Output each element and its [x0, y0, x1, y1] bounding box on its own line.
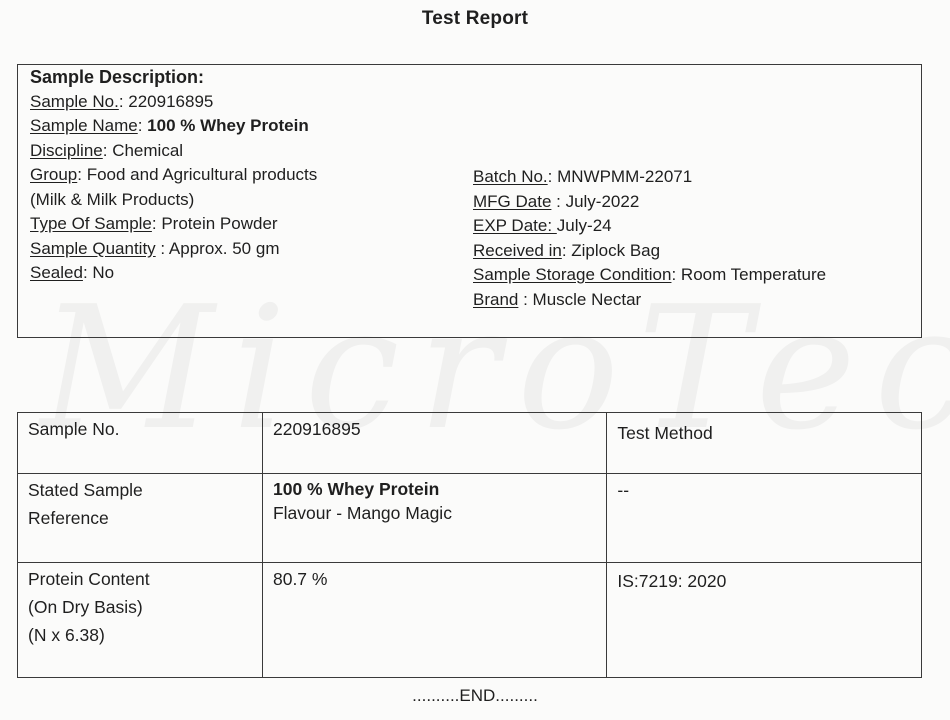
type-label: Type Of Sample: [30, 214, 152, 233]
received-line: [473, 239, 918, 264]
storage-line: [473, 263, 918, 288]
batch-line: [473, 165, 918, 190]
table-cell-value: 80.7 %: [262, 563, 606, 678]
brand-value: : Muscle Nectar: [518, 289, 642, 309]
group-line-2: (Milk & Milk Products): [30, 189, 195, 209]
table-row: [18, 474, 922, 563]
table-cell-method: IS:7219: 2020: [607, 563, 922, 678]
table-cell-label: [18, 474, 263, 563]
page-title: Test Report: [421, 8, 529, 29]
sealed-line: [30, 261, 460, 286]
group-label: Group: [30, 165, 78, 184]
cell-line: (On Dry Basis): [28, 597, 143, 617]
cell-line: (N x 6.38): [28, 625, 105, 645]
table-cell-value: [262, 474, 606, 563]
discipline-value: : Chemical: [102, 140, 184, 160]
received-label: Received in: [473, 240, 562, 260]
sample-description-left: [30, 65, 460, 286]
sample-description-box: [17, 64, 922, 338]
sample-description-right: [473, 165, 918, 312]
mfg-value: : July-2022: [551, 191, 640, 211]
cell-line: 100 % Whey Protein: [272, 479, 440, 499]
exp-label: EXP Date:: [473, 216, 557, 235]
mfg-label: MFG Date: [473, 191, 552, 211]
brand-line: [473, 288, 918, 313]
received-value: : Ziplock Bag: [561, 240, 661, 260]
sample-name-sep: :: [137, 116, 148, 135]
end-marker: ..........END.........: [412, 686, 538, 705]
discipline-line: [30, 139, 460, 164]
sealed-label: Sealed: [30, 263, 83, 282]
storage-label: Sample Storage Condition: [473, 265, 672, 284]
results-table: [17, 412, 922, 678]
batch-value: : MNWPMM-22071: [547, 167, 693, 186]
discipline-label: Discipline: [30, 140, 103, 160]
brand-label: Brand: [473, 289, 519, 309]
group-line: [30, 163, 460, 188]
quantity-label: Sample Quantity: [30, 238, 156, 258]
sample-no-value: : 220916895: [118, 91, 214, 111]
batch-label: Batch No.: [473, 167, 548, 186]
type-line: [30, 212, 460, 237]
table-row: [18, 413, 922, 474]
type-value: : Protein Powder: [151, 214, 278, 233]
table-cell-method: Test Method: [607, 413, 922, 474]
sample-description-heading: Sample Description:: [30, 67, 205, 87]
table-cell-method: --: [607, 474, 922, 563]
table-row: [18, 563, 922, 678]
cell-line: Stated Sample: [28, 480, 143, 500]
quantity-line: [30, 237, 460, 262]
cell-line: Reference: [28, 508, 109, 528]
sample-name-line: [30, 114, 460, 139]
storage-value: : Room Temperature: [671, 265, 827, 284]
cell-line: Flavour - Mango Magic: [272, 503, 452, 523]
sample-no-label: Sample No.: [30, 91, 119, 111]
sealed-value: : No: [82, 263, 115, 282]
sample-name-label: Sample Name: [30, 116, 138, 135]
sample-no-line: [30, 90, 460, 115]
quantity-value: : Approx. 50 gm: [155, 238, 280, 258]
exp-value: July-24: [556, 216, 612, 235]
exp-line: [473, 214, 918, 239]
table-cell-label: Sample No.: [18, 413, 263, 474]
mfg-line: [473, 190, 918, 215]
group-value: : Food and Agricultural products: [77, 165, 318, 184]
table-cell-value: 220916895: [262, 413, 606, 474]
cell-line: Protein Content: [28, 569, 150, 589]
table-cell-label: [18, 563, 263, 678]
sample-name-value: 100 % Whey Protein: [147, 116, 309, 135]
